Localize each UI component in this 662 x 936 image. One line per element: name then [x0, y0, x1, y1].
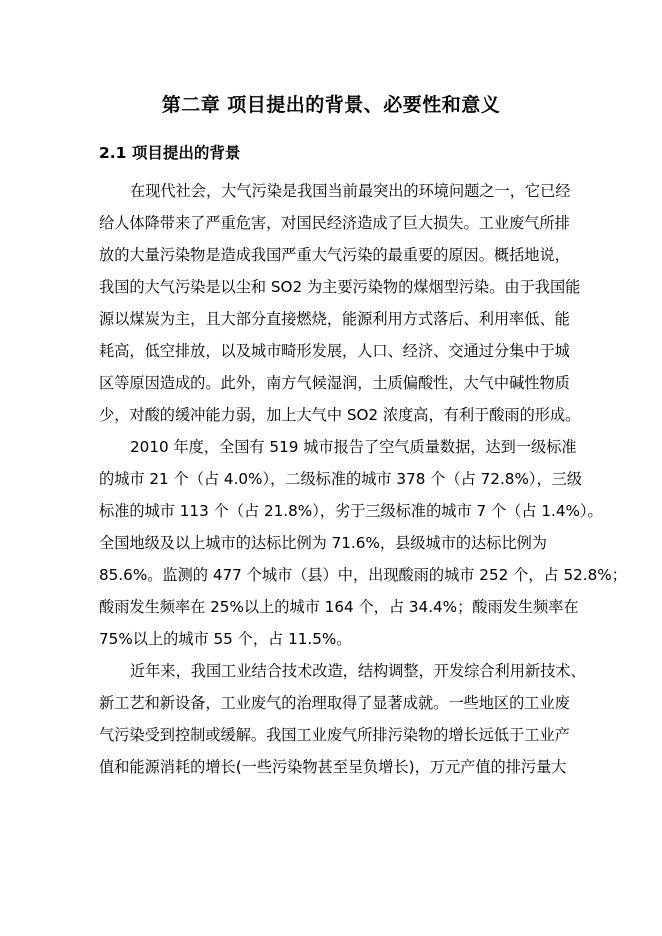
text-line: 气污染受到控制或缓解。我国工业废气所排污染物的增长远低于工业产	[99, 726, 570, 744]
text-line: 给人体降带来了严重危害，对国民经济造成了巨大损失。工业废气所排	[99, 214, 570, 232]
text-line: 酸雨发生频率在 25%以上的城市 164 个，占 34.4%；酸雨发生频率在	[99, 598, 579, 616]
paragraph-air-pollution	[99, 175, 599, 431]
text-line: 的城市 21 个（占 4.0%），二级标准的城市 378 个（占 72.8%），三级	[99, 470, 583, 488]
document-body	[99, 175, 627, 783]
text-line: 全国地级及以上城市的达标比例为 71.6%，县级城市的达标比例为	[99, 534, 547, 552]
paragraph-recent-progress	[99, 655, 599, 783]
text-line: 标准的城市 113 个（占 21.8%），劣于三级标准的城市 7 个（占 1.4%）。	[99, 502, 603, 520]
text-line: 区等原因造成的。此外，南方气候湿润，土质偏酸性，大气中碱性物质	[99, 374, 570, 392]
text-line: 85.6%。监测的 477 个城市（县）中，出现酸雨的城市 252 个，占 52.8%；	[99, 566, 627, 584]
paragraph-2010-statistics	[99, 431, 627, 655]
section-title: 2.1 项目提出的背景	[99, 144, 241, 162]
text-line: 新工艺和新设备，工业废气的治理取得了显著成就。一些地区的工业废	[99, 694, 570, 712]
chapter-title: 第二章 项目提出的背景、必要性和意义	[161, 94, 501, 116]
text-line: 源以煤炭为主，且大部分直接燃烧，能源利用方式落后、利用率低、能	[99, 310, 570, 328]
text-line: 值和能源消耗的增长(一些污染物甚至呈负增长)，万元产值的排污量大	[99, 758, 567, 776]
text-line: 在现代社会，大气污染是我国当前最突出的环境问题之一，它已经	[130, 182, 571, 200]
text-line: 少，对酸的缓冲能力弱，加上大气中 SO2 浓度高，有利于酸雨的形成。	[99, 406, 581, 424]
text-line: 近年来，我国工业结合技术改造，结构调整，开发综合利用新技术、	[130, 662, 586, 680]
text-line: 我国的大气污染是以尘和 SO2 为主要污染物的煤烟型污染。由于我国能	[99, 278, 581, 296]
text-line: 75%以上的城市 55 个，占 11.5%。	[99, 630, 352, 648]
text-line: 放的大量污染物是造成我国严重大气污染的最重要的原因。概括地说，	[99, 246, 570, 264]
text-line: 2010 年度，全国有 519 城市报告了空气质量数据，达到一级标准	[130, 438, 577, 456]
text-line: 耗高，低空排放，以及城市畸形发展，人口、经济、交通过分集中于城	[99, 342, 570, 360]
